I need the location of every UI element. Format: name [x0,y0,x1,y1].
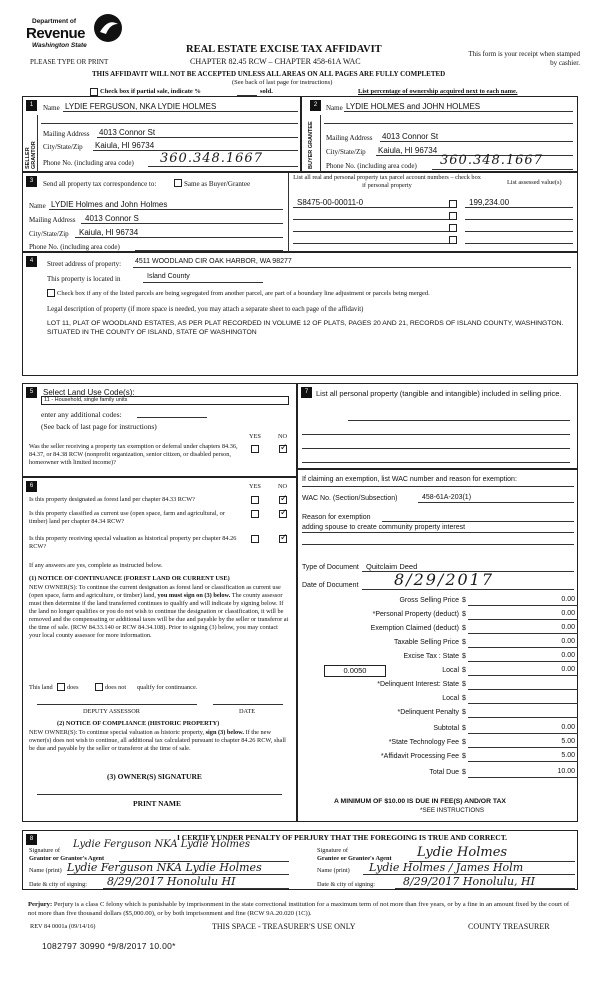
does-not-checkbox[interactable] [95,683,103,691]
seller-city[interactable]: Kaiula, HI 96734 [95,141,155,150]
does-not-label: does not [105,684,127,691]
tax-row-label: Total Due [429,769,459,776]
current-use-no-checkbox[interactable] [279,510,287,518]
logo [22,10,122,54]
notice1-body [29,584,291,640]
owner-signature-label: (3) OWNER(S) SIGNATURE [107,772,202,781]
tax-row-dollar: $ [462,667,466,674]
notice1-b: you must sign on (3) below. [157,592,231,599]
personal-property-checkbox-3[interactable] [449,224,457,232]
doc-date[interactable]: 8/29/2017 [394,570,495,589]
tax-row-label: *Personal Property (deduct) [372,611,459,618]
land-use-see-back: (See back of last page for instructions) [41,422,157,431]
land-use-select[interactable] [41,396,289,405]
partial-sale-label: Check box if partial sale, indicate % [100,88,201,95]
buyer-side-label: BUYER GRANTEE [308,121,314,169]
reason-value[interactable]: adding spouse to create community property interest [302,524,466,531]
tax-row [298,666,579,679]
buyer-badge: 2 [310,100,321,111]
tax-row [298,610,579,623]
buyer-name[interactable]: LYDIE HOLMES and JOHN HOLMES [346,102,481,111]
tax-row-dollar: $ [462,753,466,760]
tax-row-value[interactable]: 0.00 [561,610,575,617]
notice2-c: If the new owner(s) does not wish to continue, all additional tax calculated pursuant to chapter 84.26 RCW, shall be due and payable by the seller or transferor at the time of sale. [29,729,286,752]
tax-row-dollar: $ [462,769,466,776]
exemption-question: Was the seller receiving a property tax exemption or deferral under chapters 84.36, 84.37, or 84.38 RCW (nonprofit organization, senior citizen, or disabled person, homeowner with limited income)? [29,443,238,466]
grantee-sig-label: Signature of [317,847,348,854]
land-use-badge: 5 [26,387,37,398]
tax-row-label: Subtotal [433,725,459,732]
grantor-sig-label: Signature of [29,847,60,854]
seller-phone-label: Phone No. (including area code) [43,159,134,167]
deputy-date-label: DATE [239,708,256,715]
this-land-label: This land [29,684,53,691]
personal-property-badge: 7 [301,387,312,398]
claim-exemption-label: If claiming an exemption, list WAC number and reason for exemption: [302,476,517,483]
personal-property-checkbox-4[interactable] [449,236,457,244]
tax-row-label: Taxable Selling Price [394,639,459,646]
tax-row [298,680,579,693]
if-yes-text: If any answers are yes, complete as instructed below. [29,562,163,569]
warning: THIS AFFIDAVIT WILL NOT BE ACCEPTED UNLESS ALL AREAS ON ALL PAGES ARE FULLY COMPLETED [92,70,446,78]
grantor-date[interactable]: 8/29/2017 Honolulu HI [107,875,236,888]
grantor-name[interactable]: Lydie Ferguson NKA Lydie Holmes [67,861,262,874]
tax-row-value[interactable]: 0.00 [561,652,575,659]
grantee-date[interactable]: 8/29/2017 Honolulu, HI [403,875,535,888]
personal-property-section [297,383,578,469]
section6-no: NO [278,483,288,490]
minimum-note: A MINIMUM OF $10.00 IS DUE IN FEE(S) AND/OR TAX [334,798,506,805]
segregated-label: Check box if any of the listed parcels are being segregated from another parcel, are part of a boundary line adjustment or parcels being merged. [57,290,430,297]
grantor-agent-label: Grantor or Grantor's Agent [29,855,105,862]
revenue-logo-icon [92,12,124,44]
value-header: List assessed value(s) [507,179,562,186]
local-rate-box[interactable]: 0.0050 [324,665,386,677]
tax-row [298,724,579,737]
legal-description[interactable]: LOT 11, PLAT OF WOODLAND ESTATES, AS PER PLAT RECORDED IN VOLUME 12 OF PLATS, PAGES 20 AND 21, RECORDS OF ISLAND COUNTY, WASHINGTON. SITUATED IN THE COUNTY OF ISLAND, STATE OF WASHINGTON [47,320,564,336]
buyer-name-label: Name [326,104,343,112]
same-as-label: Same as Buyer/Grantee [184,180,251,188]
owner-signature-line[interactable] [37,794,282,795]
tax-row-label: *Delinquent Penalty [397,709,459,716]
tax-row-dollar: $ [462,611,466,618]
historic-yes-checkbox[interactable] [251,535,259,543]
grantor-signature[interactable]: Lydie Ferguson NKA Lydie Holmes [73,839,251,850]
form-chapter: CHAPTER 82.45 RCW – CHAPTER 458-61A WAC [190,57,361,66]
tax-row-dollar: $ [462,625,466,632]
land-use-no: NO [278,433,288,440]
sold-label-2: sold. [260,88,273,95]
land-use-section [22,383,297,477]
form-title: REAL ESTATE EXCISE TAX AFFIDAVIT [186,44,382,55]
ownership-note: List percentage of ownership acquired next to each name. [358,88,518,95]
tax-row-value[interactable]: 5.00 [561,752,575,759]
property-section [22,252,578,376]
notice2-title: (2) NOTICE OF COMPLIANCE (HISTORIC PROPERTY) [57,720,220,727]
buyer-section [301,96,578,172]
assessed-value[interactable]: 199,234.00 [469,198,510,207]
additional-codes-label: enter any additional codes: [41,410,122,419]
tax-row-label: Exemption Claimed (deduct) [370,625,459,632]
grantor-name-label: Name (print) [29,867,62,874]
wac-number[interactable]: 458-61A-203(1) [422,494,472,501]
current-use-yes-checkbox[interactable] [251,510,259,518]
corr-mailing[interactable]: 4013 Connor S [85,214,139,223]
tax-row-value[interactable]: 0.00 [561,624,575,631]
certify-statement: I CERTIFY UNDER PENALTY OF PERJURY THAT THE FOREGOING IS TRUE AND CORRECT. [177,833,508,842]
corr-city-label: City/State/Zip [29,230,69,238]
personal-property-text: List all personal property (tangible and intangible) included in selling price. [316,389,562,398]
corr-name-label: Name [29,202,46,210]
perjury-notice [28,900,576,918]
same-as-buyer-checkbox[interactable] [174,179,182,187]
county-treasurer: COUNTY TREASURER [468,922,550,931]
tax-row-dollar: $ [462,639,466,646]
section6-badge: 6 [26,481,37,492]
buyer-phone-label: Phone No. (including area code) [326,162,417,170]
buyer-city-label: City/State/Zip [326,148,366,156]
tax-row-dollar: $ [462,695,466,702]
tax-row [298,596,579,609]
grantee-name-label: Name (print) [317,867,350,874]
deputy-signature-line[interactable] [37,704,197,705]
section-6 [22,477,297,822]
grantee-signature[interactable]: Lydie Holmes [417,845,508,860]
doc-type-label: Type of Document [302,564,359,571]
tax-row-label: *Affidavit Processing Fee [380,753,459,760]
grantor-date-label: Date & city of signing: [29,881,88,888]
street-address[interactable]: 4511 WOODLAND CIR OAK HARBOR, WA 98277 [135,258,292,265]
tax-row-value[interactable]: 10.00 [557,768,575,775]
perjury-text: Perjury is a class C felony which is punishable by imprisonment in the state correctional institution for a maximum term of not more than five years, or by a fine in an amount fixed by the court of not more than five thousand dollars ($5,000.00), or by both imprisonment and fine (RCW 9A.20.020 (1C)). [28,901,570,917]
deputy-date-line[interactable] [213,704,283,705]
corr-city[interactable]: Kaiula, HI 96734 [79,228,139,237]
tax-row [298,638,579,651]
parcel-header: List all real and personal property tax parcel account numbers – check box if personal property [293,174,481,189]
dept-line1: Department of [32,18,77,25]
corr-name[interactable]: LYDIE Holmes and John Holmes [51,200,168,209]
seller-mailing-label: Mailing Address [43,130,90,138]
cashier-stamp: 1082797 30990 *9/8/2017 10.00* [42,941,176,951]
seller-side-label: SELLER GRANTOR [25,141,37,169]
historic-no-checkbox[interactable] [279,535,287,543]
personal-property-checkbox-1[interactable] [449,200,457,208]
dept-line2: Revenue [26,25,86,42]
rev-number: REV 84 0001a (09/14/16) [30,923,96,930]
notice2-a: NEW OWNER(S): To continue special valuation as historic property, [29,729,205,736]
corr-phone-label: Phone No. (including area code) [29,243,120,251]
exemption-no-checkbox[interactable] [279,445,287,453]
qualify-label: qualify for continuance. [137,684,198,691]
tax-row-label: *Delinquent Interest: State [377,681,459,688]
dept-line3: Washington State [32,42,87,49]
tax-row-dollar: $ [462,709,466,716]
grantee-name[interactable]: Lydie Holmes / James Holm [369,861,524,874]
grantee-date-label: Date & city of signing: [317,881,376,888]
seller-name-label: Name [43,104,60,112]
tax-row-value[interactable]: 0.00 [561,666,575,673]
perjury-bold: Perjury: [28,901,53,908]
forest-yes-checkbox[interactable] [251,496,259,504]
historic-question: Is this property receiving special valuation as historical property per chapter 84.26 RCW? [29,535,237,550]
does-checkbox[interactable] [57,683,65,691]
seller-mailing[interactable]: 4013 Connor St [99,128,156,137]
forest-question: Is this property designated as forest land per chapter 84.33 RCW? [29,496,195,503]
seller-section [22,96,301,172]
tax-row [298,652,579,665]
tax-row-dollar: $ [462,597,466,604]
tax-row-dollar: $ [462,681,466,688]
legal-label: Legal description of property (if more space is needed, you may attach a separate sheet to each page of the affidavit) [47,306,364,313]
wac-label: WAC No. (Section/Subsection) [302,495,398,502]
tax-row-label: *State Technology Fee [388,739,459,746]
doc-type[interactable]: Quitclaim Deed [366,562,418,571]
does-label: does [67,684,79,691]
tax-row [298,708,579,721]
treasurer-space: THIS SPACE - TREASURER'S USE ONLY [212,922,356,931]
land-use-select-label: Select Land Use Code(s): [43,388,135,397]
tax-row [298,694,579,707]
seller-phone[interactable]: 360.348.1667 [160,151,263,166]
tax-row [298,768,579,781]
land-use-yes: YES [249,433,261,440]
segregated-checkbox[interactable] [47,289,55,297]
send-label: Send all property tax correspondence to: [43,180,157,188]
tax-row-dollar: $ [462,725,466,732]
correspondence-badge: 3 [26,176,37,187]
corr-mailing-label: Mailing Address [29,216,76,224]
tax-row [298,738,579,751]
buyer-mailing[interactable]: 4013 Connor St [382,132,439,141]
partial-sale-checkbox[interactable] [90,88,98,96]
certify-section [22,830,578,890]
notice1-title: (1) NOTICE OF CONTINUANCE (FOREST LAND OR CURRENT USE) [29,575,230,582]
land-use-selected: 11 - Household, single family units [44,397,128,403]
notice1-c: The county assessor must then determine if the land transferred continues to qualify and will indicate by signing below. If the land no longer qualifies or you do not wish to continue the designation or classification, it will be removed and the compensating or additional taxes will be due and payable by the seller or transferor at the time of sale. (RCW 84.33.140 or RCW 84.34.108). Prior to signing (3) below, you may contact your local county assessor for more information. [29,592,289,639]
deputy-label: DEPUTY ASSESSOR [83,708,140,715]
tax-row [298,752,579,765]
print-name-label: PRINT NAME [133,799,181,808]
tax-row-value[interactable]: 0.00 [561,596,575,603]
certify-badge: 8 [26,834,37,845]
notice2-b: sign (3) below. [205,729,244,736]
tax-row-label: Local [442,695,459,702]
please-type: PLEASE TYPE OR PRINT [30,58,109,66]
doc-date-label: Date of Document [302,582,359,589]
buyer-city[interactable]: Kaiula, HI 96734 [378,146,438,155]
tax-row-dollar: $ [462,653,466,660]
exemption-tax-section [297,469,578,822]
tax-table [298,596,579,786]
located-label: This property is located in [47,275,121,283]
seller-name[interactable]: LYDIE FERGUSON, NKA LYDIE HOLMES [65,102,217,111]
tax-row-label: Excise Tax : State [403,653,459,660]
tax-row-dollar: $ [462,739,466,746]
personal-property-checkbox-2[interactable] [449,212,457,220]
section6-yes: YES [249,483,261,490]
additional-codes-field[interactable] [137,417,207,418]
exemption-yes-checkbox[interactable] [251,445,259,453]
see-back: (See back of last page for instructions) [232,79,333,86]
reason-label: Reason for exemption [302,514,371,521]
tax-row [298,624,579,637]
tax-row-value[interactable]: 0.00 [561,638,575,645]
parcel-number[interactable]: S8475-00-00011-0 [297,198,364,207]
forest-no-checkbox[interactable] [279,496,287,504]
tax-row-label: Local [442,667,459,674]
grantee-agent-label: Grantee or Grantee's Agent [317,855,392,862]
current-use-question: Is this property classified as current use (open space, farm and agricultural, or timber) land per chapter 84.34 RCW? [29,510,225,525]
notice1-a: NEW OWNER(S): To continue the current designation as forest land or classification as current use (open space, farm and agriculture, or timber) land, [29,584,281,599]
tax-row-label: Gross Selling Price [399,597,459,604]
correspondence-section [22,172,578,252]
county[interactable]: Island County [147,273,190,280]
receipt-note: This form is your receipt when stamped by cashier. [468,50,580,67]
tax-row-value[interactable]: 5.00 [561,738,575,745]
buyer-mailing-label: Mailing Address [326,134,373,142]
seller-city-label: City/State/Zip [43,143,83,151]
street-label: Street address of property: [47,260,122,268]
property-badge: 4 [26,256,37,267]
tax-row-value[interactable]: 0.00 [561,724,575,731]
buyer-phone[interactable]: 360.348.1667 [440,153,543,168]
see-instructions: *SEE INSTRUCTIONS [420,807,485,814]
notice2-body [29,729,291,753]
seller-badge: 1 [26,100,37,111]
